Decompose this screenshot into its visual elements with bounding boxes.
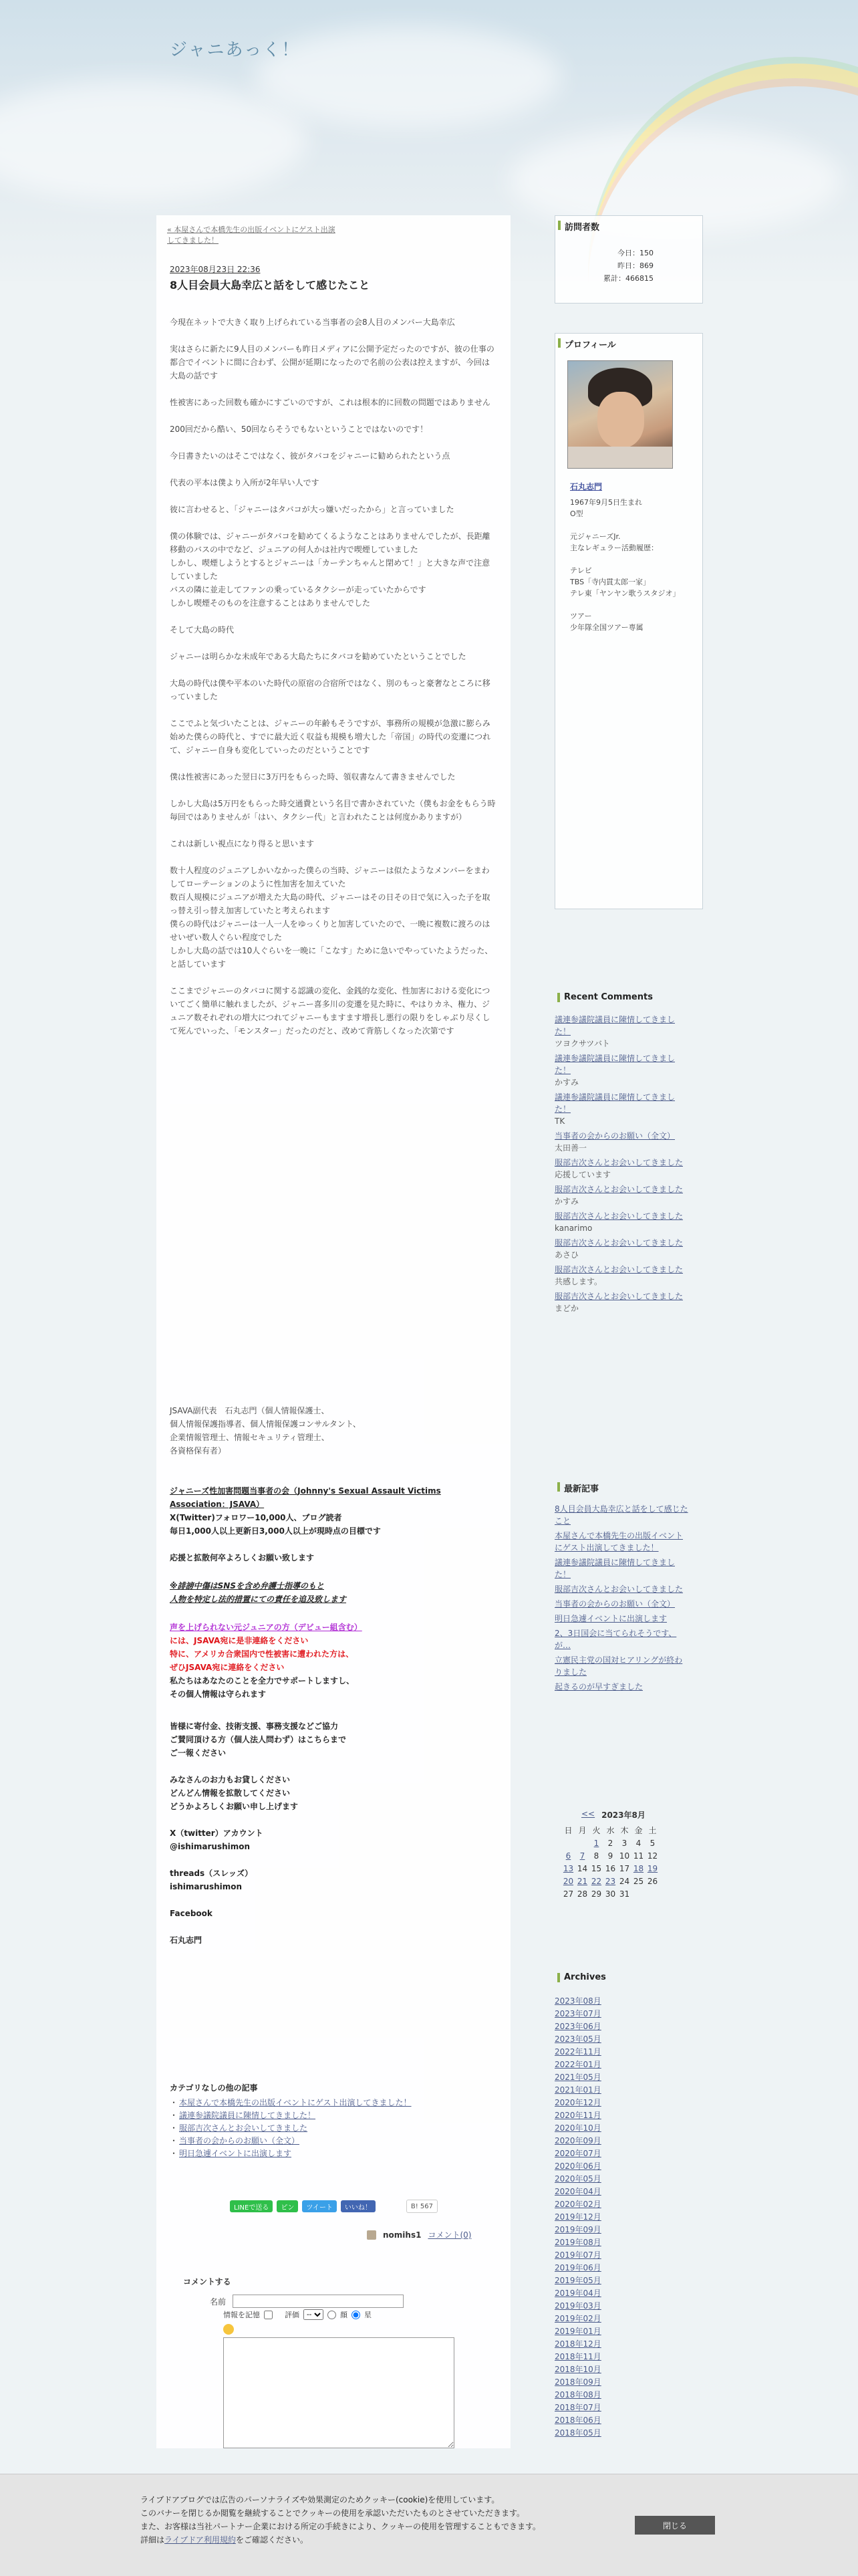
article-paragraph: そして大島の時代 bbox=[170, 625, 235, 634]
author-avatar bbox=[367, 2230, 376, 2240]
calendar-day[interactable]: 18 bbox=[633, 1863, 644, 1873]
comment-count-link[interactable]: コメント(0) bbox=[428, 2230, 472, 2240]
article-paragraph: ジャニーは明らかな未成年である大島たちにタバコを勧めていたということでした bbox=[170, 652, 466, 661]
recent-comment-link[interactable]: 当事者の会からのお願い（全文） bbox=[555, 1131, 676, 1141]
visits-box bbox=[555, 215, 703, 304]
calendar-weekday: 水 bbox=[606, 1826, 615, 1835]
cookie-line-1: ライブドアブログでは広告のパーソナライズや効果測定のためクッキー(cookie)を使用しています。 bbox=[140, 2495, 500, 2504]
article-paragraph: 代表の平本は僕より入所が2年早い人です bbox=[170, 478, 319, 487]
archive-link[interactable]: 2021年05月 bbox=[555, 2073, 601, 2082]
related-link[interactable]: 議連参議院議員に陳情してきました！ bbox=[179, 2111, 316, 2120]
share-text: みなさんのお力もお貸しください どんどん情報を拡散してください どうかよろしくお願い申し上げます bbox=[170, 1775, 299, 1811]
visits-yesterday: 昨日：869 bbox=[617, 261, 654, 270]
name-input[interactable] bbox=[233, 2295, 404, 2308]
comment-textarea[interactable] bbox=[223, 2337, 454, 2448]
archive-link[interactable]: 2020年05月 bbox=[555, 2174, 601, 2184]
article-paragraph: 僕は性被害にあった翌日に3万円をもらった時、領収書なんて書きませんでした bbox=[170, 772, 456, 782]
article-paragraph: ここまでジャニーのタバコに関する認識の変化、金銭的な変化、性加害における変化についてごく簡単に触れましたが、ジャニー喜多川の変遷を見た時に、やはりカネ、権力、ジュニア数それぞれの増大につれてジャニーもますます増長し悪行の限りをしゃぶり尽くして死んでいった、「モンスター」だったのだと、改めて背筋しくなった次第です bbox=[170, 986, 490, 1036]
recent-comment-link[interactable]: 服部吉次さんとお会いしてきました bbox=[555, 1292, 684, 1301]
calendar-day: 27 bbox=[563, 1889, 574, 1899]
recent-post-link[interactable]: 8人目会員大島幸広と話をして感じたこと bbox=[555, 1504, 688, 1526]
cookie-line-3: また、お客様は当社パートナー企業における所定の手続きにより、クッキーの使用を管理することもできます。 bbox=[140, 2522, 541, 2531]
calendar-day: 31 bbox=[619, 1889, 630, 1899]
calendar-weekday: 火 bbox=[592, 1826, 601, 1835]
profile-title: プロフィール bbox=[555, 334, 702, 354]
calendar-day: 5 bbox=[650, 1838, 656, 1848]
related-item[interactable]: ・ 服部吉次さんとお会いしてきました bbox=[170, 2123, 308, 2133]
calendar-day: 10 bbox=[619, 1851, 630, 1861]
calendar-day: 29 bbox=[591, 1889, 602, 1899]
article-paragraph: ここでふと気づいたことは、ジャニーの年齢もそうですが、事務所の規模が急激に膨らみ始めた僕らの時代と、すでに最大近く収益も規模も増大した「帝国」の時代の変遷につれて、ジャニー自身も変化していったのだということです bbox=[170, 719, 491, 755]
archive-link[interactable]: 2020年07月 bbox=[555, 2149, 601, 2158]
archive-link[interactable]: 2018年11月 bbox=[555, 2352, 601, 2361]
calendar-weekday: 木 bbox=[620, 1826, 629, 1835]
archive-link[interactable]: 2020年11月 bbox=[555, 2111, 601, 2120]
calendar-table bbox=[561, 1824, 660, 1900]
calendar-day: 11 bbox=[633, 1851, 644, 1861]
archive-link[interactable]: 2023年06月 bbox=[555, 2022, 601, 2031]
related-title: カテゴリなしの他の記事 bbox=[170, 2083, 258, 2093]
donate-text: 皆様に寄付金、技術支援、事務支援などご協力 ご賛同頂ける方（個人法人問わず）はこちらまで ご一報ください bbox=[170, 1722, 347, 1758]
article-paragraph: 今現在ネットで大きく取り上げられている当事者の会8人目のメンバー大島幸広 bbox=[170, 318, 455, 327]
calendar-day: 24 bbox=[619, 1876, 630, 1886]
recent-post-link[interactable]: 2、3日国会に当てられそうです、が… bbox=[555, 1629, 677, 1650]
calendar-day: 4 bbox=[635, 1838, 641, 1848]
calendar-day: 30 bbox=[605, 1889, 616, 1899]
profile-name[interactable]: 石丸志門 bbox=[570, 482, 603, 491]
archive-link[interactable]: 2018年10月 bbox=[555, 2365, 601, 2374]
archives-title: Archives bbox=[555, 1972, 606, 1982]
remember-checkbox[interactable] bbox=[264, 2311, 273, 2319]
recent-comments-list bbox=[555, 1014, 688, 1317]
post-title: 8人目会員大島幸広と話をして感じたこと bbox=[170, 279, 370, 291]
recent-posts-list bbox=[555, 1503, 688, 1695]
calendar-day bbox=[561, 1837, 575, 1849]
archive-link[interactable]: 2018年07月 bbox=[555, 2403, 601, 2412]
rating-label: 評価 bbox=[285, 2311, 299, 2319]
calendar-day[interactable]: 21 bbox=[577, 1876, 588, 1886]
calendar-weekday: 土 bbox=[648, 1826, 657, 1835]
archive-link[interactable]: 2020年02月 bbox=[555, 2200, 601, 2209]
face-label: 顔 bbox=[340, 2311, 347, 2319]
recent-comment-link[interactable]: 議連参議院議員に陳情してきました！ bbox=[555, 1015, 676, 1036]
comment-form bbox=[183, 2276, 372, 2319]
org-name[interactable]: ジャニーズ性加害問題当事者の会（Johnny's Sexual Assault Victims Association：JSAVA） bbox=[170, 1486, 441, 1509]
calendar-day: 15 bbox=[591, 1863, 602, 1873]
visits-today: 今日：150 bbox=[617, 249, 654, 257]
related-link[interactable]: 当事者の会からのお願い（全文） bbox=[179, 2136, 300, 2145]
recent-comment-link[interactable]: 服部吉次さんとお会いしてきました bbox=[555, 1185, 684, 1194]
terms-link[interactable]: ライブドア利用規約 bbox=[164, 2535, 236, 2545]
recent-comment-link[interactable]: 服部吉次さんとお会いしてきました bbox=[555, 1265, 684, 1274]
related-item[interactable]: ・ 本屋さんで本橋先生の出版イベントにゲスト出演してきました！ bbox=[170, 2098, 412, 2107]
cookie-banner bbox=[0, 2474, 858, 2576]
related-list bbox=[170, 2097, 412, 2160]
archive-link[interactable]: 2023年05月 bbox=[555, 2034, 601, 2044]
archive-link[interactable]: 2018年08月 bbox=[555, 2390, 601, 2399]
threads-account: threads（スレッズ） ishimarushimon bbox=[170, 1869, 253, 1891]
related-link[interactable]: 明日急遽イベントに出演します bbox=[179, 2149, 292, 2158]
archive-link[interactable]: 2019年08月 bbox=[555, 2238, 601, 2247]
share-bar bbox=[230, 2200, 438, 2213]
visits-total: 累計：466815 bbox=[603, 274, 654, 283]
profile-photo[interactable] bbox=[567, 360, 673, 469]
archive-link[interactable]: 2020年10月 bbox=[555, 2123, 601, 2133]
article-paragraph: 実はさらに新たに9人目のメンバーも昨日メディアに公開予定だったのですが、彼の仕事の都合でイベントに間に合わず、公開が延期になったので名前の公表は控えますが、今回は大島の話です bbox=[170, 344, 494, 380]
calendar-day[interactable]: 7 bbox=[579, 1851, 585, 1861]
recent-post-link[interactable]: 当事者の会からのお願い（全文） bbox=[555, 1599, 676, 1609]
calendar-day[interactable]: 22 bbox=[591, 1876, 602, 1886]
sidebar bbox=[555, 215, 702, 2488]
recent-comment-author: かすみ bbox=[555, 1078, 579, 1087]
recent-post-link[interactable]: 服部吉次さんとお会いしてきました bbox=[555, 1585, 684, 1594]
article-paragraph: 数十人程度のジュニアしかいなかった僕らの当時、ジャニーは似たようなメンバーをまわしてローテーションのように性加害を加えていた 数百人規模にジュニアが増えた大島の時代、ジャニーはその日その日で気に入った子を取っ替え引っ替え加害していたと考えられます 僕らの時代はジャニーは一人一人をゆっくりと加害していたので、一晩に複数に渡ろのはせいぜい数人ぐらい程度でした しかし大島の話では10人ぐらいを一晩に「こなす」ために急いでやっていたようだった、と話しています bbox=[170, 866, 493, 969]
calendar-day: 3 bbox=[621, 1838, 627, 1848]
recent-post-link[interactable]: 本屋さんで本橋先生の出版イベントにゲスト出演してきました！ bbox=[555, 1531, 684, 1552]
related-link[interactable]: 本屋さんで本橋先生の出版イベントにゲスト出演してきました！ bbox=[179, 2098, 412, 2107]
recent-comment-author: あさひ bbox=[555, 1250, 579, 1260]
warning-text: ※誹謗中傷はSNSを含め弁護士指導のもと 人物を特定し法的措置にての責任を追及致します bbox=[170, 1581, 347, 1604]
support-text: 応援と拡散何卒よろしくお願い致します bbox=[170, 1553, 315, 1562]
archive-link[interactable]: 2023年07月 bbox=[555, 2009, 601, 2018]
star-radio[interactable] bbox=[351, 2311, 360, 2319]
calendar-header bbox=[581, 1809, 646, 1821]
followers-text: X(Twitter)フォロワー10,000人、ブログ読者 毎日1,000人以上更新日3,000人以上が現時点の目標です bbox=[170, 1513, 381, 1536]
star-label: 星 bbox=[364, 2311, 372, 2319]
calendar-day bbox=[646, 1887, 660, 1900]
calendar-day: 25 bbox=[633, 1876, 644, 1886]
recent-comment-author: 太田善一 bbox=[555, 1143, 587, 1153]
x-account: X（twitter）アカウント @ishimarushimon bbox=[170, 1829, 263, 1851]
related-item[interactable]: ・ 議連参議院議員に陳情してきました！ bbox=[170, 2111, 316, 2120]
recent-comment-author: まどか bbox=[555, 1304, 579, 1313]
recent-comment-author: 応援しています bbox=[555, 1170, 611, 1179]
author-row bbox=[367, 2229, 471, 2240]
archive-link[interactable]: 2019年01月 bbox=[555, 2327, 601, 2336]
pin-button[interactable]: ピン bbox=[277, 2200, 298, 2212]
emoji-icon[interactable] bbox=[223, 2324, 234, 2335]
recent-post-link[interactable]: 立憲民主党の国対ヒアリングが終わりました bbox=[555, 1655, 683, 1677]
recent-comment-link[interactable]: 議連参議院議員に陳情してきました！ bbox=[555, 1054, 676, 1075]
archive-link[interactable]: 2018年05月 bbox=[555, 2428, 601, 2438]
calendar-day: 28 bbox=[577, 1889, 588, 1899]
profile-details: 1967年9月5日生まれ O型 元ジャニーズJr. 主なレギュラー活動履歴： テレビ TBS「寺内貫太郎一家」 テレ東「ヤンヤン歌うスタジオ」 ツアー 少年隊全国ツアー専属 bbox=[570, 498, 680, 632]
contact-block bbox=[170, 1621, 497, 1701]
archive-link[interactable]: 2020年09月 bbox=[555, 2136, 601, 2145]
article-paragraph: これは新しい視点になり得ると思います bbox=[170, 839, 315, 848]
recent-posts-title: 最新記事 bbox=[555, 1482, 599, 1494]
author-name[interactable]: nomihs1 bbox=[383, 2230, 422, 2240]
calendar-day[interactable]: 1 bbox=[593, 1838, 599, 1848]
recent-comment-link[interactable]: 服部吉次さんとお会いしてきました bbox=[555, 1211, 684, 1221]
archive-link[interactable]: 2019年02月 bbox=[555, 2314, 601, 2323]
cookie-close-button[interactable]: 閉じる bbox=[635, 2516, 715, 2535]
article-paragraph: 彼に言わせると、「ジャニーはタバコが大っ嫌いだったから」と言っていました bbox=[170, 505, 454, 514]
archive-link[interactable]: 2019年09月 bbox=[555, 2225, 601, 2234]
calendar-month: 2023年8月 bbox=[601, 1810, 646, 1820]
article-paragraph: しかし大島は5万円をもらった時交通費という名目で書かされていた（僕もお金をもらう時毎回ではありませんが「はい、タクシー代」と言われたことは何度かありますが） bbox=[170, 799, 496, 822]
article-column bbox=[156, 215, 511, 2448]
calendar-day: 2 bbox=[607, 1838, 613, 1848]
visits-title: 訪問者数 bbox=[555, 216, 702, 237]
face-radio[interactable] bbox=[327, 2311, 336, 2319]
like-button[interactable]: いいね！ bbox=[341, 2200, 376, 2212]
archive-link[interactable]: 2022年11月 bbox=[555, 2047, 601, 2057]
archive-link[interactable]: 2021年01月 bbox=[555, 2085, 601, 2095]
article-paragraph: 僕の体験では、ジャニーがタバコを勧めてくるようなことはありませんでしたが、長距離移動のバスの中でなど、ジュニアの何人かは社内で喫煙していました しかし、喫煙しようとするとジャニーは「カーテンちゃんと閉めて！」と大きな声で注意していました バスの隣に並走してファンの乗っているタクシーが走っていたからです しかし喫煙そのものを注意することはありませんでした bbox=[170, 532, 490, 608]
contact-line-3: 特に、アメリカ合衆国内で性被害に遭われた方は、 bbox=[170, 1649, 354, 1659]
contact-line-5: 私たちはあなたのことを全力でサポートしますし、 bbox=[170, 1676, 355, 1685]
archive-link[interactable]: 2020年04月 bbox=[555, 2187, 601, 2196]
calendar-weekday: 日 bbox=[564, 1826, 573, 1835]
hatena-button[interactable]: B! 567 bbox=[406, 2200, 438, 2213]
signature: JSAVA副代表 石丸志門（個人情報保護士、 個人情報保護指導者、個人情報保護コンサルタント、 企業情報管理士、情報セキュリティ管理士、 各資格保有者） bbox=[170, 1406, 361, 1455]
related-item[interactable]: ・ 当事者の会からのお願い（全文） bbox=[170, 2136, 300, 2145]
recent-comment-link[interactable]: 服部吉次さんとお会いしてきました bbox=[555, 1158, 684, 1167]
archives-list bbox=[555, 1995, 688, 2440]
cookie-line-4-prefix: 詳細は bbox=[140, 2535, 165, 2545]
article-paragraph: 200回だから酷い、50回ならそうでもないということではないのです！ bbox=[170, 425, 428, 434]
recent-post-link[interactable]: 起きるのが早すぎました bbox=[555, 1682, 644, 1691]
facebook-account: Facebook 石丸志門 bbox=[170, 1909, 212, 1945]
calendar-day[interactable]: 19 bbox=[647, 1863, 658, 1873]
calendar-day: 9 bbox=[607, 1851, 613, 1861]
recent-comment-author: 共感します。 bbox=[555, 1277, 603, 1286]
recent-comment-author: kanarimo bbox=[555, 1223, 593, 1233]
calendar-day[interactable]: 13 bbox=[563, 1863, 574, 1873]
archive-link[interactable]: 2019年05月 bbox=[555, 2276, 601, 2285]
contact-line-6: その個人情報は守られます bbox=[170, 1689, 267, 1699]
calendar-day: 17 bbox=[619, 1863, 630, 1873]
recent-comment-author: かすみ bbox=[555, 1197, 579, 1206]
recent-comment-author: ツヨクサツバト bbox=[555, 1039, 610, 1048]
tweet-button[interactable]: ツイート bbox=[302, 2200, 337, 2212]
calendar-day: 26 bbox=[647, 1876, 658, 1886]
rating-select[interactable] bbox=[303, 2309, 323, 2320]
calendar-day: 14 bbox=[577, 1863, 588, 1873]
calendar-day: 8 bbox=[593, 1851, 599, 1861]
recent-comment-link[interactable]: 服部吉次さんとお会いしてきました bbox=[555, 1238, 684, 1248]
calendar-weekday: 金 bbox=[634, 1826, 643, 1835]
recent-post-link[interactable]: 明日急遽イベントに出演します bbox=[555, 1614, 668, 1623]
archive-link[interactable]: 2019年12月 bbox=[555, 2212, 601, 2222]
recent-comment-link[interactable]: 議連参議院議員に陳情してきました！ bbox=[555, 1092, 676, 1114]
calendar-day[interactable]: 20 bbox=[563, 1876, 574, 1886]
calendar-day bbox=[631, 1887, 646, 1900]
contact-line-1[interactable]: 声を上げられない元ジュニアの方（デビュー組含む） bbox=[170, 1623, 362, 1632]
remember-label: 情報を記憶 bbox=[223, 2311, 260, 2319]
contact-line-2: には、JSAVA宛に是非連絡をください bbox=[170, 1636, 309, 1645]
calendar-day: 16 bbox=[605, 1863, 616, 1873]
archive-link[interactable]: 2022年01月 bbox=[555, 2060, 601, 2069]
cookie-line-4-suffix: をご確認ください。 bbox=[235, 2535, 308, 2545]
calendar-day: 12 bbox=[647, 1851, 658, 1861]
archive-link[interactable]: 2019年07月 bbox=[555, 2250, 601, 2260]
article-paragraph: 今日書きたいのはそこではなく、彼がタバコをジャニーに勧められたという点 bbox=[170, 451, 450, 461]
archive-link[interactable]: 2023年08月 bbox=[555, 1996, 601, 2006]
archive-link[interactable]: 2020年06月 bbox=[555, 2161, 601, 2171]
cookie-text bbox=[140, 2493, 621, 2547]
profile-box bbox=[555, 333, 703, 909]
name-label: 名前 bbox=[210, 2297, 227, 2307]
recent-comment-author: TK bbox=[555, 1117, 565, 1126]
calendar-weekday: 月 bbox=[578, 1826, 587, 1835]
comment-heading: コメントする bbox=[183, 2277, 231, 2287]
calendar-day[interactable]: 23 bbox=[605, 1876, 616, 1886]
cookie-line-2: このバナーを閉じるか閲覧を継続することでクッキーの使用を承認いただいたものとさせていただきます。 bbox=[140, 2508, 525, 2518]
archive-link[interactable]: 2020年12月 bbox=[555, 2098, 601, 2107]
archive-link[interactable]: 2018年06月 bbox=[555, 2416, 601, 2425]
calendar-day bbox=[575, 1837, 589, 1849]
archive-link[interactable]: 2018年12月 bbox=[555, 2339, 601, 2349]
calendar-prev-link[interactable]: << bbox=[581, 1809, 595, 1819]
archive-link[interactable]: 2018年09月 bbox=[555, 2377, 601, 2387]
contact-line-4: ぜひJSAVA宛に連絡をください bbox=[170, 1663, 285, 1672]
archive-link[interactable]: 2019年04月 bbox=[555, 2289, 601, 2298]
prev-post-link[interactable]: « 本屋さんで本橋先生の出版イベントにゲスト出演してきました！ bbox=[167, 225, 335, 245]
archive-link[interactable]: 2019年03月 bbox=[555, 2301, 601, 2311]
cookie-line-4 bbox=[140, 2533, 621, 2547]
archive-link[interactable]: 2019年06月 bbox=[555, 2263, 601, 2272]
post-date[interactable]: 2023年08月23日 22:36 bbox=[170, 265, 261, 274]
recent-post-link[interactable]: 議連参議院議員に陳情してきました！ bbox=[555, 1558, 676, 1579]
related-item[interactable]: ・ 明日急遽イベントに出演します bbox=[170, 2149, 292, 2158]
blog-title[interactable]: ジャニあっく！ bbox=[170, 40, 301, 60]
calendar-day[interactable]: 6 bbox=[565, 1851, 571, 1861]
line-share-button[interactable]: LINEで送る bbox=[230, 2200, 273, 2212]
related-link[interactable]: 服部吉次さんとお会いしてきました bbox=[179, 2123, 308, 2133]
article-paragraph: 性被害にあった回数も確かにすごいのですが、これは根本的に回数の問題ではありません bbox=[170, 398, 490, 407]
article-paragraph: 大島の時代は僕や平本のいた時代の原宿の合宿所ではなく、別のもっと豪奢なところに移っていました bbox=[170, 679, 490, 701]
recent-comments-title: Recent Comments bbox=[555, 992, 653, 1002]
